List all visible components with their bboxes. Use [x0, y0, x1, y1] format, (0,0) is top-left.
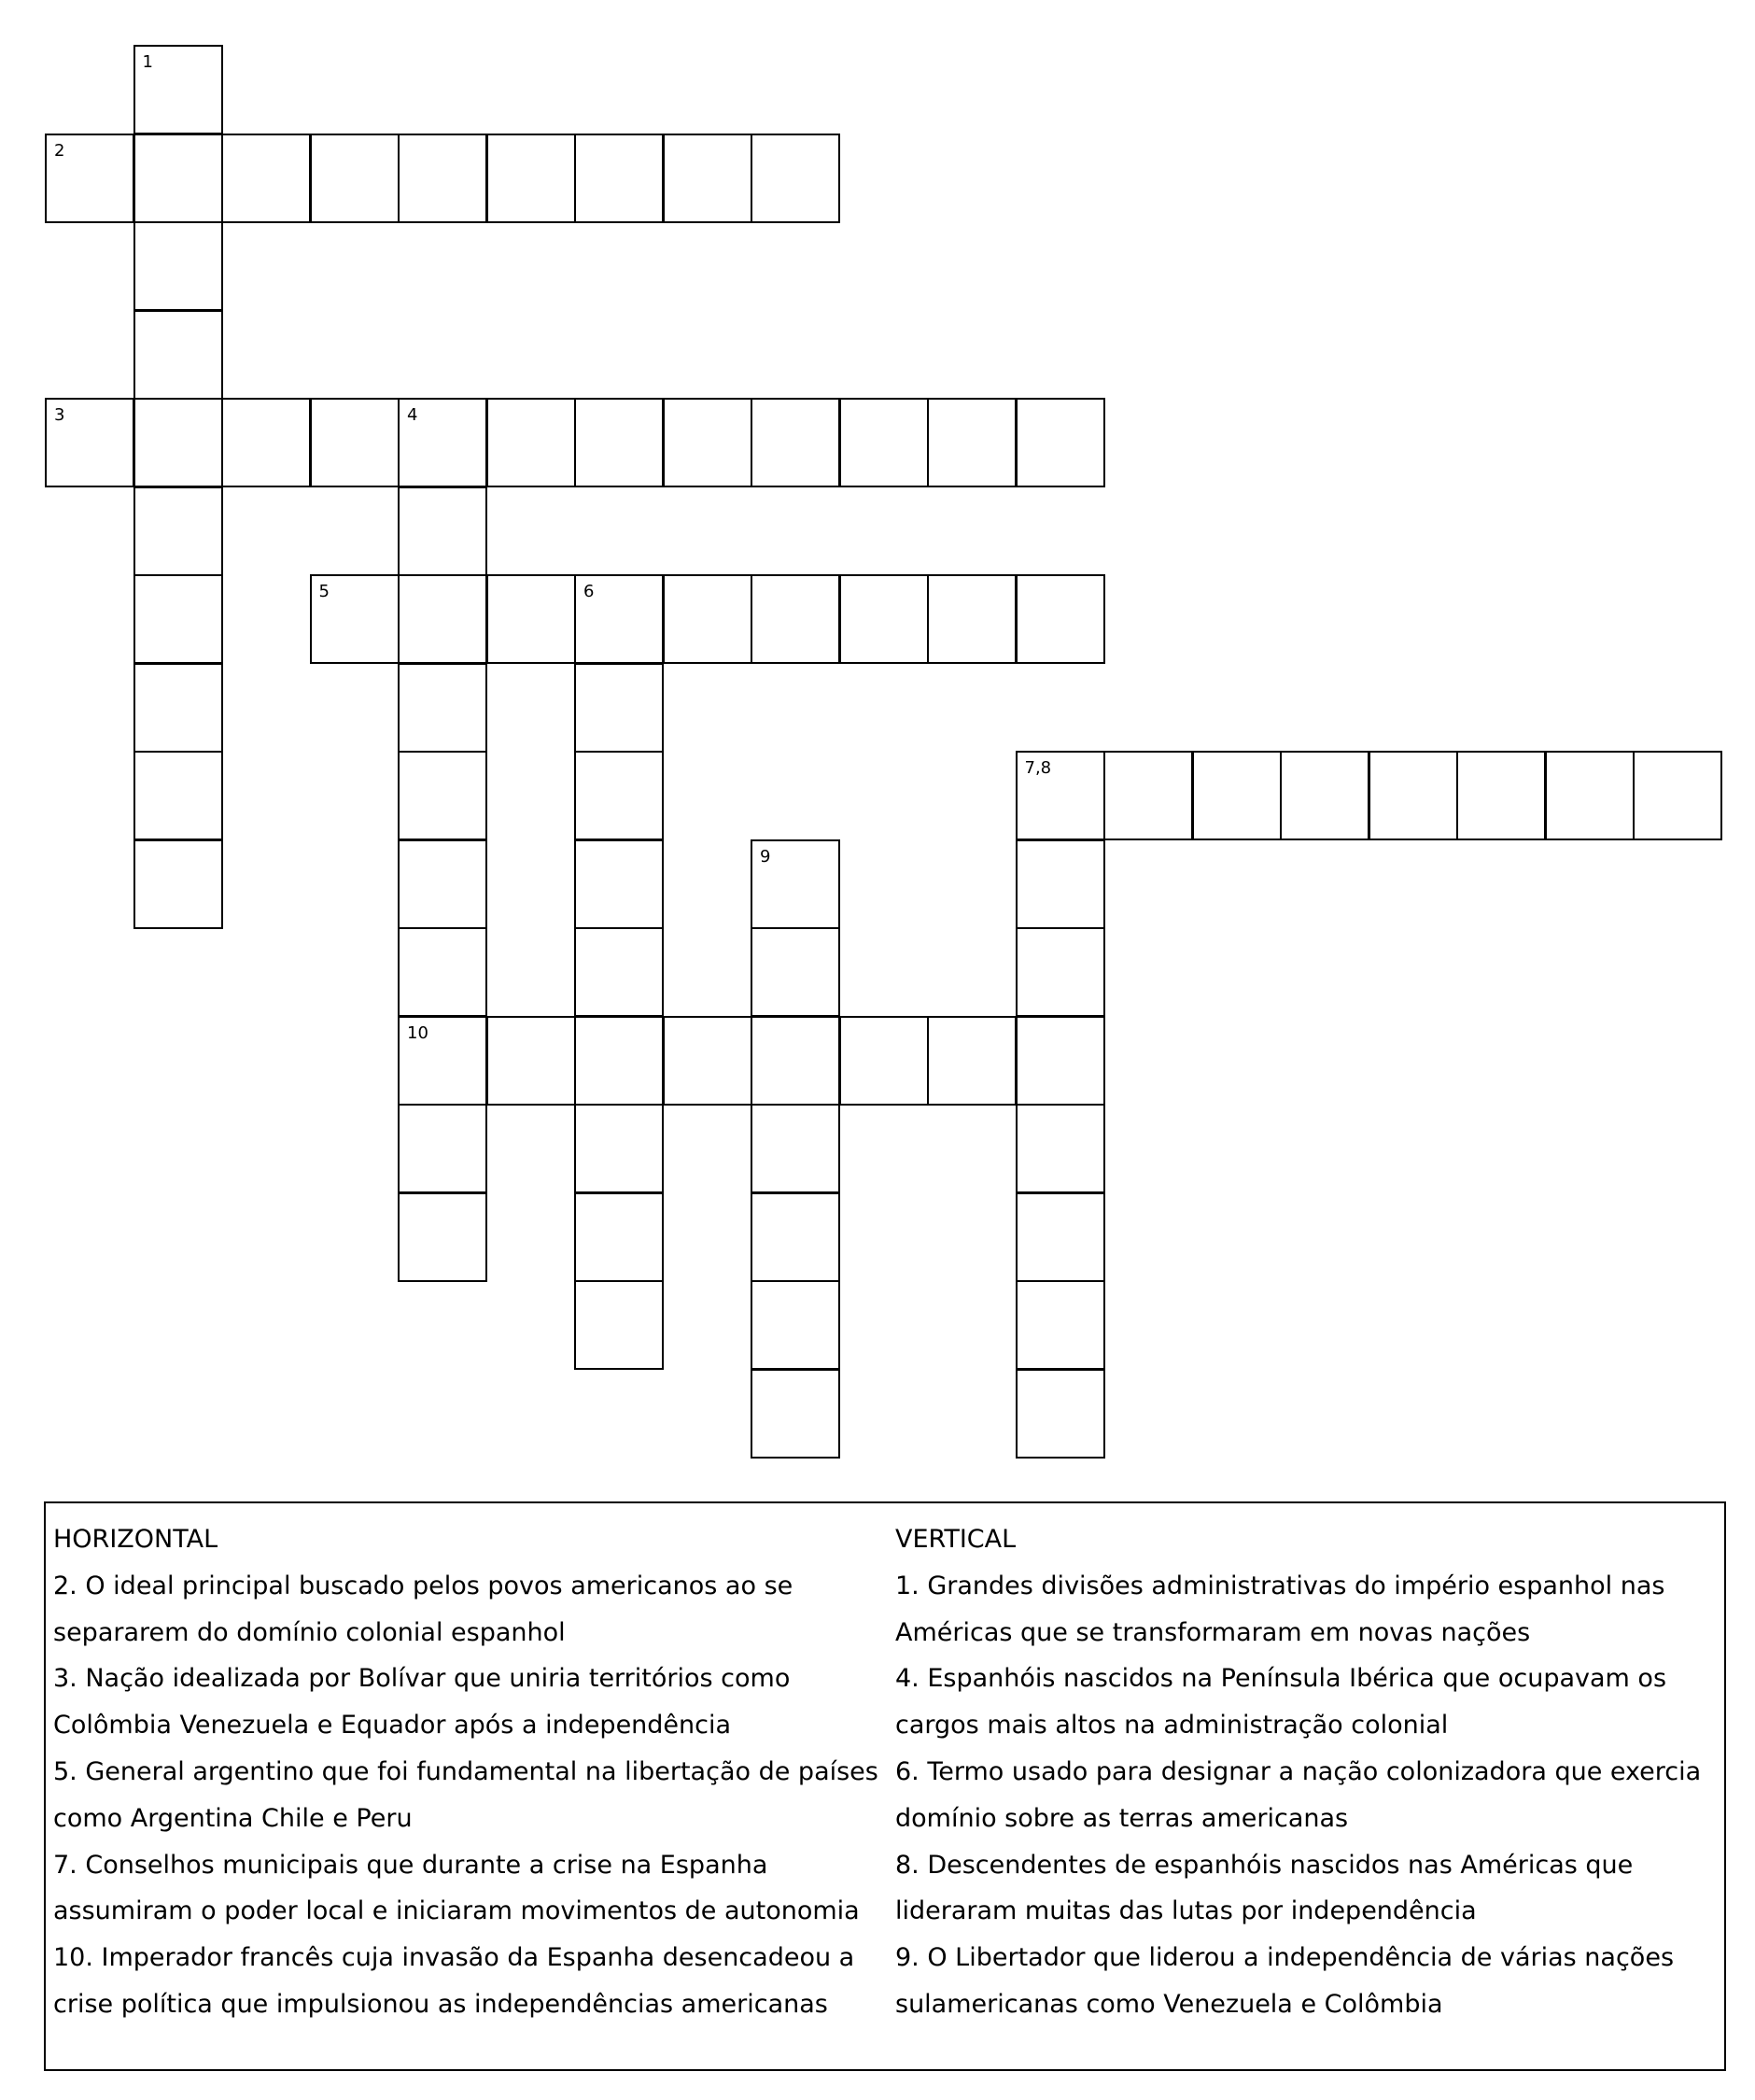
- crossword-cell[interactable]: [133, 221, 223, 311]
- crossword-cell[interactable]: [486, 398, 576, 487]
- clue-number: 9: [760, 846, 771, 867]
- crossword-cell[interactable]: [1103, 751, 1193, 840]
- crossword-cell[interactable]: [663, 574, 752, 664]
- crossword-cell[interactable]: [486, 1016, 576, 1106]
- down-clue-line: lideraram muitas das lutas por independência: [895, 1896, 1477, 1926]
- crossword-cell[interactable]: [1456, 751, 1546, 840]
- down-heading: VERTICAL: [895, 1525, 1017, 1554]
- down-clue-line: cargos mais altos na administração colonial: [895, 1711, 1449, 1741]
- crossword-cell[interactable]: [45, 398, 134, 487]
- crossword-cell[interactable]: [751, 1369, 840, 1459]
- across-clue-line: Colômbia Venezuela e Equador após a independência: [53, 1711, 732, 1741]
- down-clue-line: 4. Espanhóis nascidos na Península Ibérica que ocupavam os: [895, 1664, 1667, 1694]
- crossword-cell[interactable]: [398, 1192, 487, 1282]
- crossword-cell[interactable]: [1016, 398, 1105, 487]
- crossword-cell[interactable]: [133, 663, 223, 753]
- across-clue-line: assumiram o poder local e iniciaram movimentos de autonomia: [53, 1896, 860, 1926]
- crossword-cell[interactable]: [1016, 574, 1105, 664]
- crossword-cell[interactable]: [1633, 751, 1722, 840]
- crossword-cell[interactable]: [133, 134, 223, 223]
- crossword-cell[interactable]: [574, 1192, 664, 1282]
- crossword-cell[interactable]: [398, 134, 487, 223]
- crossword-cell[interactable]: [663, 398, 752, 487]
- down-clue-line: 1. Grandes divisões administrativas do império espanhol nas: [895, 1571, 1665, 1600]
- crossword-cell[interactable]: [751, 927, 840, 1017]
- across-clues: [53, 1516, 893, 2028]
- crossword-cell[interactable]: [574, 839, 664, 929]
- down-clue-line: Américas que se transformaram em novas nações: [895, 1617, 1531, 1647]
- clues-box: [44, 1501, 1726, 2071]
- crossword-cell[interactable]: [663, 134, 752, 223]
- crossword-cell[interactable]: [1016, 1192, 1105, 1282]
- crossword-cell[interactable]: [751, 398, 840, 487]
- crossword-cell[interactable]: [486, 134, 576, 223]
- across-heading: HORIZONTAL: [53, 1525, 218, 1554]
- crossword-cell[interactable]: [398, 839, 487, 929]
- clue-number: 4: [407, 405, 418, 425]
- crossword-cell[interactable]: [574, 663, 664, 753]
- crossword-cell[interactable]: [839, 398, 929, 487]
- clue-number: 6: [583, 582, 595, 601]
- across-clue-line: 7. Conselhos municipais que durante a crise na Espanha: [53, 1850, 768, 1880]
- crossword-cell[interactable]: [927, 574, 1017, 664]
- crossword-cell[interactable]: [751, 1192, 840, 1282]
- across-clue-line: 2. O ideal principal buscado pelos povos americanos ao se: [53, 1571, 793, 1600]
- crossword-cell[interactable]: [1016, 927, 1105, 1017]
- crossword-cell[interactable]: [133, 45, 223, 134]
- down-clue-line: sulamericanas como Venezuela e Colômbia: [895, 1989, 1443, 2019]
- crossword-cell[interactable]: [1016, 1369, 1105, 1459]
- crossword-cell[interactable]: [310, 574, 400, 664]
- crossword-cell[interactable]: [751, 1016, 840, 1106]
- crossword-cell[interactable]: [574, 751, 664, 840]
- across-clue-line: como Argentina Chile e Peru: [53, 1803, 413, 1833]
- crossword-cell[interactable]: [398, 398, 487, 487]
- crossword-cell[interactable]: [663, 1016, 752, 1106]
- crossword-cell[interactable]: [133, 574, 223, 664]
- crossword-cell[interactable]: [221, 398, 311, 487]
- crossword-cell[interactable]: [398, 927, 487, 1017]
- crossword-cell[interactable]: [133, 486, 223, 576]
- crossword-cell[interactable]: [751, 1104, 840, 1193]
- crossword-cell[interactable]: [1280, 751, 1369, 840]
- crossword-cell[interactable]: [398, 574, 487, 664]
- crossword-cell[interactable]: [398, 663, 487, 753]
- clue-number: 10: [407, 1022, 428, 1043]
- crossword-cell[interactable]: [45, 134, 134, 223]
- crossword-cell[interactable]: [1016, 751, 1105, 840]
- crossword-cell[interactable]: [927, 398, 1017, 487]
- crossword-cell[interactable]: [398, 1104, 487, 1193]
- crossword-cell[interactable]: [839, 574, 929, 664]
- crossword-cell[interactable]: [574, 574, 664, 664]
- clue-number: 7,8: [1024, 758, 1052, 778]
- across-clue-line: 3. Nação idealizada por Bolívar que uniria territórios como: [53, 1664, 791, 1694]
- crossword-cell[interactable]: [574, 398, 664, 487]
- crossword-cell[interactable]: [1016, 839, 1105, 929]
- across-clue-line: crise política que impulsionou as independências americanas: [53, 1989, 828, 2019]
- crossword-cell[interactable]: [133, 398, 223, 487]
- crossword-cell[interactable]: [1016, 1280, 1105, 1370]
- crossword-cell[interactable]: [574, 927, 664, 1017]
- crossword-cell[interactable]: [133, 310, 223, 400]
- down-clue-line: domínio sobre as terras americanas: [895, 1803, 1349, 1833]
- clue-number: 2: [54, 140, 65, 161]
- down-clue-line: 9. O Libertador que liderou a independência de várias nações: [895, 1943, 1675, 1973]
- clue-number: 5: [318, 582, 330, 601]
- crossword-cell[interactable]: [574, 1016, 664, 1106]
- crossword-cell[interactable]: [133, 751, 223, 840]
- crossword-cell[interactable]: [574, 1104, 664, 1193]
- crossword-cell[interactable]: [486, 574, 576, 664]
- crossword-cell[interactable]: [751, 839, 840, 929]
- crossword-cell[interactable]: [1192, 751, 1282, 840]
- crossword-cell[interactable]: [574, 134, 664, 223]
- crossword-cell[interactable]: [398, 1016, 487, 1106]
- down-clue-line: 6. Termo usado para designar a nação colonizadora que exercia: [895, 1756, 1702, 1786]
- clue-number: 1: [142, 52, 153, 72]
- crossword-cell[interactable]: [133, 839, 223, 929]
- crossword-cell[interactable]: [1545, 751, 1635, 840]
- crossword-cell[interactable]: [1016, 1104, 1105, 1193]
- down-clues: [895, 1516, 1717, 2028]
- crossword-cell[interactable]: [221, 134, 311, 223]
- crossword-cell[interactable]: [398, 486, 487, 576]
- down-clue-line: 8. Descendentes de espanhóis nascidos nas Américas que: [895, 1850, 1634, 1880]
- crossword-cell[interactable]: [310, 398, 400, 487]
- across-clue-line: separarem do domínio colonial espanhol: [53, 1617, 566, 1647]
- across-clue-line: 5. General argentino que foi fundamental na libertação de países: [53, 1756, 878, 1786]
- crossword-cell[interactable]: [574, 1280, 664, 1370]
- crossword-cell[interactable]: [1016, 1016, 1105, 1106]
- crossword-cell[interactable]: [398, 751, 487, 840]
- crossword-cell[interactable]: [751, 574, 840, 664]
- crossword-cell[interactable]: [751, 1280, 840, 1370]
- crossword-cell[interactable]: [1369, 751, 1458, 840]
- clue-number: 3: [54, 405, 65, 425]
- crossword-cell[interactable]: [839, 1016, 929, 1106]
- crossword-cell[interactable]: [310, 134, 400, 223]
- crossword-cell[interactable]: [927, 1016, 1017, 1106]
- across-clue-line: 10. Imperador francês cuja invasão da Espanha desencadeou a: [53, 1943, 855, 1973]
- crossword-cell[interactable]: [751, 134, 840, 223]
